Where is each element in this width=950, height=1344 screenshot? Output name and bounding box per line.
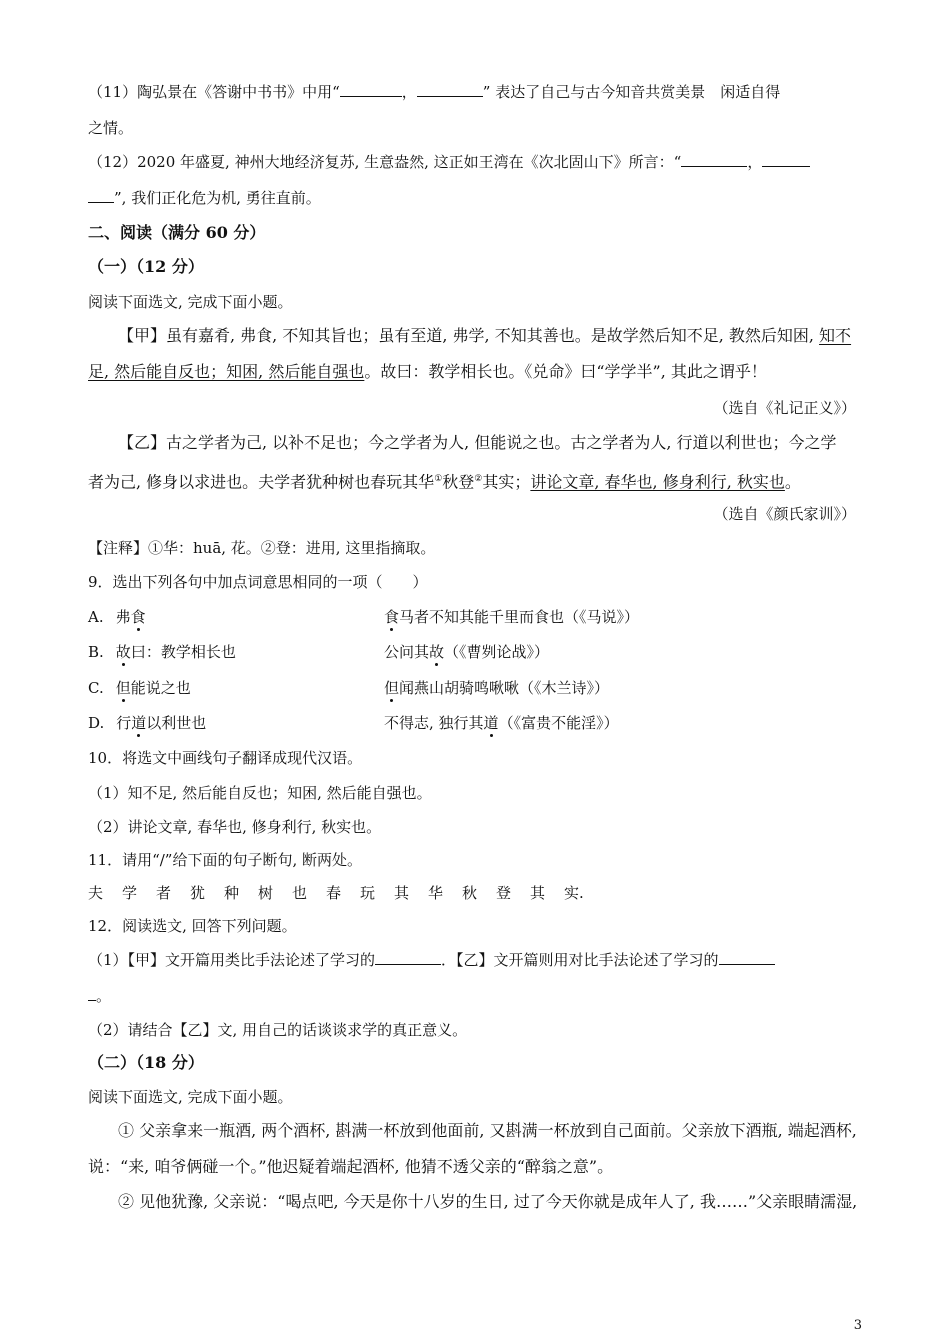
passage-jia-line: 足, 然后能自反也；知困, 然后能自强也。故曰：教学相长也。《兑命》曰“学学半”, 其此之谓乎！ xyxy=(88,362,767,381)
comparison-sentence: 但闻燕山胡骑鸣啾啾（《木兰诗》） xyxy=(384,679,610,697)
dotted-word: 道 xyxy=(483,714,499,732)
question-9-stem: 9．选出下列各句中加点词意思相同的一项（ ） xyxy=(88,573,428,591)
footnote-mark: ① xyxy=(434,474,443,484)
answer-blank[interactable] xyxy=(762,152,810,167)
part-heading: （二）（18 分） xyxy=(88,1053,204,1072)
passage-paragraph-line: ① 父亲拿来一瓶酒, 两个酒杯, 斟满一杯放到他面前, 又斟满一杯放到自己面前。父亲放下酒瓶, 端起酒杯, xyxy=(118,1121,857,1140)
comparison-sentence: 不得志, 独行其道（《富贵不能淫》） xyxy=(384,714,619,732)
option-b[interactable]: B. 故曰：教学相长也 公问其故（《曹刿论战》） xyxy=(88,643,550,661)
option-letter: A. xyxy=(88,608,104,626)
underlined-sentence: 知不 xyxy=(819,326,852,345)
part-heading: （一）（12 分） xyxy=(88,257,204,276)
passage-yi-line: 者为己, 修身以求进也。夫学者犹种树也春玩其华①秋登②其实；讲论文章, 春华也, 修身利行, 秋实也。 xyxy=(88,472,801,492)
sentence-char: 其 xyxy=(394,884,410,902)
option-d[interactable]: D. 行道以利世也 不得志, 独行其道（《富贵不能淫》） xyxy=(88,714,619,732)
sentence-char: 学 xyxy=(122,884,138,902)
dotted-word: 道 xyxy=(131,714,147,732)
dotted-word: 故 xyxy=(429,643,445,661)
dotted-word: 但 xyxy=(115,679,131,697)
option-c[interactable]: C. 但能说之也 但闻燕山胡骑鸣啾啾（《木兰诗》） xyxy=(88,679,610,697)
instruction: 阅读下面选文, 完成下面小题。 xyxy=(88,293,293,311)
answer-blank[interactable] xyxy=(375,950,441,965)
comparison-sentence: 食马者不知其能千里而食也（《马说》） xyxy=(384,608,640,626)
dotted-word: 食 xyxy=(130,608,146,626)
annotation-note: 【注释】①华：huā, 花。②登：进用, 这里指摘取。 xyxy=(88,539,436,557)
fill-question-11-cont: 之情。 xyxy=(88,119,134,137)
answer-blank[interactable] xyxy=(417,82,483,97)
sentence-char: 树 xyxy=(258,884,274,902)
underlined-sentence: 讲论文章, 春华也, 修身利行, 秋实也 xyxy=(530,472,785,492)
passage-paragraph-line: ② 见他犹豫, 父亲说：“喝点吧, 今天是你十八岁的生日, 过了今天你就是成年人了, 我……”父亲眼睛濡湿, xyxy=(118,1192,858,1211)
sentence-char: 华 xyxy=(428,884,444,902)
underlined-sentence: 足, 然后能自反也；知困, 然后能自强也 xyxy=(88,362,365,381)
comparison-sentence: 公问其故（《曹刿论战》） xyxy=(384,643,550,661)
question-10-item: （2）讲论文章, 春华也, 修身利行, 秋实也。 xyxy=(88,818,382,836)
sentence-char: 夫 xyxy=(88,884,104,902)
passage-paragraph-line: 说：“来, 咱爷俩碰一个。”他迟疑着端起酒杯, 他猜不透父亲的“醉翁之意”。 xyxy=(88,1157,614,1176)
option-a[interactable]: A. 弗食 食马者不知其能千里而食也（《马说》） xyxy=(88,608,640,626)
answer-blank[interactable] xyxy=(340,82,402,97)
sentence-char: 玩 xyxy=(360,884,376,902)
passage-yi-line: 【乙】古之学者为己, 以补不足也；今之学者为人, 但能说之也。古之学者为人, 行道以利世也；今之学 xyxy=(118,433,837,452)
question-text: （11）陶弘景在《答谢中书书》中用“ xyxy=(88,83,340,101)
instruction: 阅读下面选文, 完成下面小题。 xyxy=(88,1088,293,1106)
fill-question-12-cont: ”, 我们正化危为机, 勇往直前。 xyxy=(88,188,321,208)
punctuation-sentence[interactable] xyxy=(88,883,598,903)
question-10-item: （1）知不足, 然后能自反也；知困, 然后能自强也。 xyxy=(88,784,432,802)
passage-jia-line: 【甲】虽有嘉肴, 弗食, 不知其旨也；虽有至道, 弗学, 不知其善也。是故学然后知不足, 教然后知困, 知不 xyxy=(118,326,852,345)
sentence-char: 其 xyxy=(530,884,546,902)
page-number: 3 xyxy=(853,1318,862,1333)
passage-source: （选自《颜氏家训》） xyxy=(713,505,856,523)
sentence-char: 也 xyxy=(292,884,308,902)
answer-blank[interactable] xyxy=(88,986,96,1001)
question-10-stem: 10．将选文中画线句子翻译成现代汉语。 xyxy=(88,749,363,767)
question-11-stem: 11．请用“/”给下面的句子断句, 断两处。 xyxy=(88,851,363,869)
sentence-char: 犹 xyxy=(190,884,206,902)
fill-question-11: （11）陶弘景在《答谢中书书》中用“ ， ” 表达了自己与古今知音共赏美景 闲适自得 xyxy=(88,83,781,101)
option-letter: C. xyxy=(88,679,104,697)
dotted-word: 故 xyxy=(115,643,131,661)
question-12-item: （1）【甲】文开篇用类比手法论述了学习的 ．【乙】文开篇则用对比手法论述了学习的 xyxy=(88,950,775,970)
sentence-char: 秋 xyxy=(462,884,478,902)
sentence-char: 春 xyxy=(326,884,342,902)
dotted-word: 食 xyxy=(384,608,400,626)
sentence-char: 登 xyxy=(496,884,512,902)
footnote-mark: ② xyxy=(474,474,483,484)
question-12-stem: 12．阅读选文, 回答下列问题。 xyxy=(88,917,297,935)
sentence-char: 者 xyxy=(156,884,172,902)
answer-blank[interactable] xyxy=(681,152,747,167)
option-letter: B. xyxy=(88,643,104,661)
sentence-char: 种 xyxy=(224,884,240,902)
option-letter: D. xyxy=(88,714,105,732)
question-12-item: （2）请结合【乙】文, 用自己的话谈谈求学的真正意义。 xyxy=(88,1021,468,1039)
passage-source: （选自《礼记正义》） xyxy=(713,399,856,417)
question-12-item-cont: 。 xyxy=(88,986,111,1006)
answer-blank[interactable] xyxy=(719,950,775,965)
section-heading: 二、阅读（满分 60 分） xyxy=(88,223,266,242)
sentence-char: 实. xyxy=(564,884,584,902)
dotted-word: 但 xyxy=(384,679,400,697)
answer-blank[interactable] xyxy=(88,188,114,203)
fill-question-12: （12）2020 年盛夏, 神州大地经济复苏, 生意盎然, 这正如王湾在《次北固山下》所言：“ ， xyxy=(88,152,810,172)
